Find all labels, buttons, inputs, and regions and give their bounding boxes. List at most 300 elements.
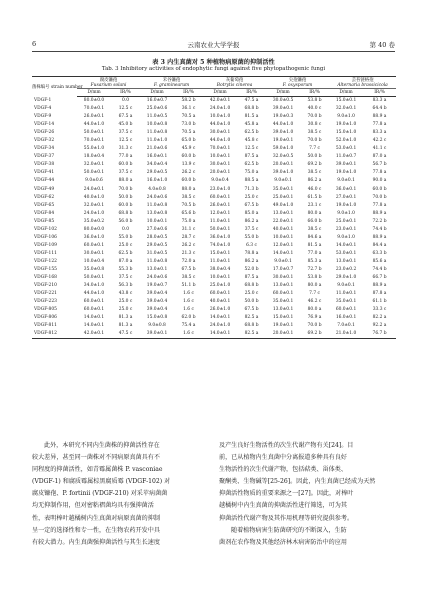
inhibition-rate-cell: 70.0 b (307, 138, 322, 144)
diameter-cell: 9.0±1.0 (337, 210, 355, 216)
diameter-cell: 12.0±0.1 (272, 242, 294, 248)
inhibition-rate-cell: 87.5 a (244, 154, 259, 160)
diameter-cell: 11.0±0.1 (335, 291, 357, 297)
inhibition-rate-cell: 77.8 a (372, 202, 387, 208)
diameter-cell: 19.0±0.7 (146, 283, 168, 289)
diameter-cell: 36.0±1.0 (83, 234, 105, 240)
inhibition-rate-cell: 67.5 a (118, 114, 133, 120)
table-row (32, 161, 396, 169)
page-number: 6 (32, 40, 37, 48)
diameter-cell: 23.0±0.1 (335, 226, 357, 232)
body-line: 抑菌活性代谢产物及其作用机理等研究提供参考。 (219, 514, 354, 522)
inhibition-rate-cell: 86.2 a (307, 178, 322, 184)
body-line: 呈一定的选择性和专一性，在生物农药开发中具 (32, 526, 160, 534)
table-row (32, 298, 396, 306)
inhibition-rate-cell: 28.7 c (181, 234, 196, 240)
inhibition-rate-cell: 68.8 b (118, 210, 133, 216)
inhibition-rate-cell: 81.3 a (118, 323, 133, 329)
inhibition-rate-cell: 85.3 a (307, 258, 322, 264)
inhibition-rate-cell: 56.3 b (118, 283, 133, 289)
table-row (32, 105, 396, 113)
inhibition-rate-cell: 50.0 b (244, 299, 259, 305)
diameter-cell: 11.0±0.7 (335, 154, 357, 160)
inhibition-rate-cell: 13.9 c (181, 162, 196, 168)
inhibition-rate-cell: 88.0 a (118, 178, 133, 184)
strain-id: VDGF-37 (34, 154, 55, 160)
inhibition-rate-cell: 67.5 b (181, 267, 196, 272)
inhibition-rate-cell: 31.3 c (118, 146, 133, 152)
body-line: 同程度的抑菌活性，如青霉属菌株 P. vasconiae (32, 466, 163, 474)
inhibition-rate-cell: 87.0 a (118, 258, 133, 264)
body-line: 随着植物病害生防菌研究的不断深入，生防 (231, 526, 347, 534)
body-column-right (219, 440, 395, 549)
body-line: 性，表明棒叶越橘树内生真菌对病原真菌的抑制 (32, 514, 160, 522)
inhibition-rate-cell: 45.8 a (244, 122, 259, 128)
body-line: 此外，本研究不同内生菌株的抑菌活性存在 (44, 442, 160, 449)
inhibition-rate-cell: 47.5 c (111, 330, 140, 339)
inhibition-rate-cell: 70.0 b (307, 323, 322, 329)
inhibition-rate-cell: 65.0 b (181, 138, 196, 144)
inhibition-rate-cell: 58.2 b (181, 98, 196, 104)
strain-id: VDGF-34 (34, 146, 55, 152)
fungus-header (77, 77, 140, 89)
inhibition-rate-cell: 38.5 c (307, 226, 322, 232)
inhibition-rate-cell: 81.5 a (307, 242, 322, 248)
diameter-cell: 14.0±0.1 (272, 250, 294, 256)
inhibition-rate-cell: 76.7 b (363, 330, 396, 339)
inhibition-rate-cell: 73.0 b (181, 122, 196, 128)
table-row (32, 250, 396, 258)
inhibition-rate-cell: 85.6 a (372, 258, 387, 264)
inhibition-rate-cell: 84.4 a (372, 242, 387, 248)
diameter-cell: 9.0±0.1 (274, 178, 292, 184)
diameter-cell: 13.0±0.1 (272, 307, 294, 313)
inhibition-rate-cell: 55.0 b (118, 234, 133, 240)
inhibition-rate-cell: 61.5 b (307, 194, 322, 200)
diameter-cell: 32.0±0.1 (83, 162, 105, 168)
sub-header-ir: IR/% (300, 89, 329, 97)
diameter-cell: 60.0±0.1 (272, 291, 294, 297)
diameter-cell: 15.0±0.1 (335, 98, 357, 104)
inhibition-rate-cell: 61.1 b (372, 299, 387, 305)
inhibition-rate-cell: 21.3 c (181, 250, 196, 256)
strain-id: VDGF-109 (34, 242, 57, 248)
inhibition-table (32, 76, 396, 339)
body-line: (VDGF-1) 和腐质霉属棕黑腐质霉 (VDGF-102) 对 (32, 478, 171, 486)
strain-id: VDGF-221 (34, 291, 57, 297)
diameter-cell: 13.0±0.1 (272, 283, 294, 289)
table-row (32, 202, 396, 210)
inhibition-rate-cell: 90.0 a (372, 178, 387, 184)
diameter-cell: 42.0±0.1 (209, 98, 231, 104)
body-line: 较大差异，甚至同一菌株对不同病原真菌具有不 (32, 454, 160, 462)
strain-id: VDGF-223 (34, 299, 57, 305)
diameter-cell: 39.0±1.0 (272, 130, 294, 136)
diameter-cell: 50.0±0.1 (209, 226, 231, 232)
sub-header-d: D/mm (329, 89, 363, 97)
inhibition-rate-cell: 25.0 c (244, 291, 259, 297)
table-row (32, 97, 396, 106)
inhibition-rate-cell: 80.0 a (307, 307, 322, 313)
inhibition-rate-cell: 88.0 a (181, 186, 196, 192)
diameter-cell: 15.0±0.1 (209, 250, 231, 256)
inhibition-rate-cell: 25.0 c (118, 242, 133, 248)
diameter-cell: 30.0±0.1 (209, 130, 231, 136)
diameter-cell: 35.0±0.2 (83, 218, 105, 224)
table-caption-cn: 表 3 内生真菌对 5 种植物病原菌的抑制活性 (152, 59, 275, 66)
diameter-cell: 22.0±0.1 (272, 218, 294, 224)
sub-header-ir: IR/% (237, 89, 266, 97)
diameter-cell: 25.0±0.6 (146, 106, 168, 112)
strain-id: VDGF-1 (34, 97, 52, 103)
inhibition-rate-cell: 72.2 b (372, 218, 387, 224)
running-header (32, 40, 395, 50)
inhibition-rate-cell: 86.2 a (244, 218, 259, 224)
diameter-cell: 10.0±1.0 (209, 114, 231, 120)
inhibition-rate-cell: 51.1 b (181, 283, 196, 289)
inhibition-rate-cell: 55.0 b (244, 234, 259, 240)
diameter-cell: 35.0±0.1 (272, 299, 294, 305)
diameter-cell: 29.0±0.5 (146, 170, 168, 176)
body-line: 抑菌活性物质的重要来源之一[27]。因此，对棒叶 (219, 490, 354, 498)
diameter-cell: 74.0±1.0 (209, 242, 231, 248)
table-row (32, 242, 396, 250)
diameter-cell: 44.0±1.0 (209, 122, 231, 128)
inhibition-rate-cell: 38.5 c (307, 130, 322, 136)
inhibition-rate-cell: 46.2 c (307, 299, 322, 305)
inhibition-rate-cell: 77.0 a (307, 250, 322, 256)
diameter-cell: 55.0±1.0 (83, 146, 105, 152)
diameter-cell: 32.0±0.5 (272, 154, 294, 160)
diameter-cell: 10.0±0.1 (272, 234, 294, 240)
inhibition-rate-cell: 75.4 a (181, 323, 196, 329)
body-line: 越橘树中内生真菌的抑菌活性进行筛选，可为其 (219, 502, 347, 510)
inhibition-rate-cell: 12.5 c (118, 106, 133, 112)
diameter-cell: 26.0±0.1 (209, 202, 231, 208)
inhibition-rate-cell: 70.0 b (118, 186, 133, 192)
strain-id: VDGF-168 (34, 275, 57, 281)
body-line: 菌剂在农作物及其他经济林木病害防治中的应用 (219, 538, 347, 546)
strain-id: VDGF-14 (34, 122, 55, 128)
diameter-cell: 80.0±0.0 (83, 98, 105, 104)
inhibition-rate-cell: 72.7 b (307, 267, 322, 272)
diameter-cell: 50.0±0.1 (83, 130, 105, 136)
diameter-cell: 39.0±0.4 (146, 307, 168, 313)
diameter-cell: 9.0±0.8 (148, 323, 166, 329)
diameter-cell: 24.0±1.0 (83, 210, 105, 216)
fungus-header (266, 77, 329, 89)
diameter-cell: 13.0±0.1 (146, 267, 168, 272)
diameter-cell: 44.0±1.0 (209, 138, 231, 144)
inhibition-rate-cell: 37.5 c (244, 226, 259, 232)
inhibition-rate-cell: 37.5 c (118, 170, 133, 176)
diameter-cell: 39.0±0.1 (140, 330, 174, 339)
inhibition-rate-cell: 60.0 b (118, 162, 133, 168)
inhibition-rate-cell: 37.5 c (118, 130, 133, 136)
body-line: 均无抑制作用，但对密粘褶菌均具有强抑菌活 (32, 502, 154, 510)
body-line: 前，已从植物内生真菌中分离报道多种具有良好 (219, 454, 347, 462)
diameter-cell: 70.0±0.1 (209, 146, 231, 152)
inhibition-rate-cell: 88.9 a (372, 210, 387, 216)
diameter-cell: 44.0±1.0 (83, 291, 105, 297)
inhibition-rate-cell: 80.0 a (307, 210, 322, 216)
inhibition-rate-cell: 87.8 a (372, 291, 387, 297)
diameter-cell: 14.0±0.1 (335, 242, 357, 248)
inhibition-rate-cell: 88.9 a (372, 234, 387, 240)
inhibition-rate-cell: 70.5 a (181, 130, 196, 136)
fungus-cn: 腐皮镰孢 (99, 78, 118, 83)
inhibition-rate-cell: 40.0 c (307, 106, 322, 112)
table-row (32, 266, 396, 274)
inhibition-rate-cell: 75.0 a (181, 218, 196, 224)
diameter-cell: 21.0±1.0 (329, 330, 363, 339)
inhibition-rate-cell: 87.5 a (244, 275, 259, 281)
inhibition-rate-cell: 56.0 b (118, 218, 133, 224)
diameter-cell: 9.0±1.0 (337, 114, 355, 120)
diameter-cell: 39.0±0.4 (146, 299, 168, 305)
diameter-cell: 52.0±1.0 (335, 138, 357, 144)
diameter-cell: 19.0±1.0 (335, 202, 357, 208)
sub-header-ir: IR/% (111, 89, 140, 97)
diameter-cell: 36.0±1.0 (209, 234, 231, 240)
inhibition-rate-cell: 45.8 c (244, 138, 259, 144)
table-row (32, 234, 396, 242)
volume-label: 第 40 卷 (369, 41, 395, 49)
diameter-cell: 14.0±0.1 (209, 315, 231, 321)
fungus-sci: F. oxysporum (282, 83, 313, 88)
inhibition-rate-cell: 64.4 b (372, 106, 387, 112)
inhibition-rate-cell: 83.3 a (372, 130, 387, 136)
diameter-cell: 50.0±0.1 (83, 275, 105, 281)
strain-header: 菌株编号 strain number (32, 77, 77, 97)
diameter-cell: 13.0±0.1 (272, 210, 294, 216)
inhibition-rate-cell: 60.0 b (118, 202, 133, 208)
inhibition-rate-cell: 38.5 c (307, 170, 322, 176)
strain-id: VDGF-41 (34, 170, 55, 176)
header-rule (32, 51, 395, 52)
diameter-cell: 60.0±0.1 (83, 307, 105, 313)
diameter-cell: 15.0±0.1 (272, 315, 294, 321)
table-row (32, 129, 396, 137)
fungus-header (329, 77, 396, 89)
table-row (32, 330, 396, 339)
diameter-cell: 11.0±0.5 (146, 114, 168, 120)
diameter-cell: 19.0±1.0 (335, 170, 357, 176)
strain-id: VDGF-44 (34, 178, 55, 184)
table-row (32, 218, 396, 226)
diameter-cell: 19.0±0.1 (272, 323, 294, 329)
table-row (32, 121, 396, 129)
diameter-cell: 11.0±0.8 (146, 202, 168, 208)
diameter-cell: 30.0±0.5 (272, 98, 294, 104)
strain-id: VDGF-102 (34, 226, 57, 232)
fungus-cn: 芸苔链格孢 (351, 78, 374, 83)
inhibition-rate-cell: 82.2 a (372, 315, 387, 321)
diameter-cell: 40.0±1.0 (83, 194, 105, 200)
inhibition-rate-cell: 60.0 b (181, 178, 196, 184)
inhibition-rate-cell: 81.3 a (118, 315, 133, 321)
diameter-cell: 21.0±0.6 (146, 146, 168, 152)
diameter-cell: 19.0±0.1 (272, 138, 294, 144)
diameter-cell: 14.0±0.1 (83, 315, 105, 321)
diameter-cell: 39.0±0.1 (335, 162, 357, 168)
diameter-cell: 25.0±0.1 (272, 194, 294, 200)
inhibition-rate-cell: 69.2 b (300, 330, 329, 339)
strain-id: VDGF-9 (34, 114, 52, 120)
diameter-cell: 42.0±0.1 (77, 330, 111, 339)
inhibition-rate-cell: 42.2 c (372, 138, 387, 144)
diameter-cell: 30.0±0.1 (272, 275, 294, 281)
diameter-cell: 18.0±0.4 (83, 154, 105, 160)
inhibition-rate-cell: 84.6 a (307, 234, 322, 240)
diameter-cell: 29.0±0.5 (146, 242, 168, 248)
inhibition-rate-cell: 63.3 b (372, 250, 387, 256)
fungus-cn: 灰葡萄孢 (225, 78, 244, 83)
strain-id: VDGF-210 (34, 283, 57, 289)
inhibition-rate-cell: 62.0 b (181, 315, 196, 321)
diameter-cell: 10.0±0.4 (83, 258, 105, 264)
table-row (32, 282, 396, 290)
strain-id: VDGF-49 (34, 186, 55, 192)
inhibition-rate-cell: 50.0 b (118, 194, 133, 200)
diameter-cell: 15.0±1.0 (335, 130, 357, 136)
diameter-cell: 49.0±1.0 (272, 202, 294, 208)
inhibition-rate-cell: 66.7 b (372, 275, 387, 281)
inhibition-rate-cell: 68.8 b (244, 283, 259, 289)
diameter-cell: 35.0±0.1 (335, 299, 357, 305)
strain-id: VDGF-4 (34, 106, 52, 112)
table-row (32, 113, 396, 121)
sub-header-ir: IR/% (363, 89, 396, 97)
diameter-cell: 19.0±0.3 (272, 114, 294, 120)
inhibition-rate-cell: 77.8 a (372, 170, 387, 176)
inhibition-rate-cell: 23.1 c (307, 202, 322, 208)
strain-id: VDGF-85 (34, 218, 55, 224)
diameter-cell: 10.0±0.1 (209, 275, 231, 281)
diameter-cell: 24.0±0.1 (83, 186, 105, 192)
table-row (32, 306, 396, 314)
inhibition-rate-cell: 26.2 c (181, 242, 196, 248)
inhibition-rate-cell: 33.3 c (372, 307, 387, 313)
diameter-cell: 35.0±0.1 (272, 186, 294, 192)
diameter-cell: 10.0±0.1 (146, 218, 168, 224)
table-row (32, 274, 396, 282)
inhibition-rate-cell: 81.5 a (244, 114, 259, 120)
diameter-cell: 60.0±0.1 (209, 291, 231, 297)
inhibition-rate-cell: 74.4 b (372, 267, 387, 272)
inhibition-rate-cell: 88.5 a (244, 178, 259, 184)
inhibition-rate-cell: 72.0 a (181, 258, 196, 264)
diameter-cell: 14.0±0.1 (83, 323, 105, 329)
inhibition-rate-cell: 30.8 c (307, 122, 322, 128)
inhibition-rate-cell: 25.0 c (118, 299, 133, 305)
inhibition-rate-cell: 67.5 b (244, 202, 259, 208)
table-row (32, 226, 396, 234)
diameter-cell: 26.0±1.0 (209, 307, 231, 313)
strain-id: VDGF-32 (34, 138, 55, 144)
inhibition-rate-cell: 69.2 b (307, 162, 322, 168)
diameter-cell: 70.0±0.1 (83, 138, 105, 144)
inhibition-rate-cell: 1.6 c (183, 291, 194, 297)
diameter-cell: 11.0±0.1 (209, 218, 231, 224)
diameter-cell: 44.0±1.0 (272, 122, 294, 128)
inhibition-rate-cell: 55.3 b (118, 267, 133, 272)
strain-id: VDGF-106 (34, 234, 57, 240)
diameter-cell: 25.0±0.1 (335, 218, 357, 224)
inhibition-rate-cell: 60.0 b (372, 186, 387, 192)
table-body (32, 97, 396, 339)
inhibition-rate-cell: 80.0 a (307, 283, 322, 289)
table-row (32, 186, 396, 194)
strain-id: VDGF-38 (34, 162, 55, 168)
inhibition-rate-cell: 37.5 c (118, 275, 133, 281)
inhibition-rate-cell: 87.0 a (372, 154, 387, 160)
inhibition-rate-cell: 56.7 b (372, 162, 387, 168)
inhibition-rate-cell: 71.3 b (244, 186, 259, 192)
diameter-cell: 60.0±0.1 (83, 299, 105, 305)
diameter-cell: 80.0±0.0 (83, 226, 105, 232)
diameter-cell: 19.0±1.0 (335, 122, 357, 128)
inhibition-rate-cell: 70.5 b (181, 202, 196, 208)
inhibition-rate-cell: 25.0 c (118, 307, 133, 313)
diameter-cell: 24.0±1.0 (209, 106, 231, 112)
inhibition-rate-cell: 66.0 b (307, 218, 322, 224)
table-row (32, 169, 396, 177)
body-line: 生物活性的次生代谢产物，包括萜类、甾体类、 (219, 466, 347, 474)
table-row (32, 258, 396, 266)
sub-header-ir: IR/% (174, 89, 203, 97)
table-row (32, 290, 396, 298)
diameter-cell: 31.0±0.5 (146, 250, 168, 256)
diameter-cell: 13.0±0.1 (335, 258, 357, 264)
diameter-cell: 20.0±0.1 (209, 170, 231, 176)
inhibition-rate-cell: 6.3 c (246, 242, 257, 248)
inhibition-rate-cell: 12.5 c (118, 138, 133, 144)
fungus-sci: Alternaria brassicicola (337, 83, 388, 88)
inhibition-rate-cell: 74.4 b (372, 226, 387, 232)
fungus-sci: Fusarium solani (90, 83, 127, 88)
diameter-cell: 9.0±0.1 (274, 258, 292, 264)
inhibition-rate-cell: 77.8 a (372, 122, 387, 128)
diameter-cell: 16.0±0.1 (146, 154, 168, 160)
inhibition-rate-cell: 31.1 c (181, 226, 196, 232)
inhibition-rate-cell: 1.6 c (174, 330, 203, 339)
inhibition-rate-cell: 78.8 a (244, 250, 259, 256)
inhibition-rate-cell: 62.5 b (244, 130, 259, 136)
diameter-cell: 39.0±0.1 (272, 106, 294, 112)
inhibition-rate-cell: 0.0 (122, 98, 129, 104)
table-row (32, 145, 396, 153)
inhibition-rate-cell: 92.2 a (372, 323, 387, 329)
diameter-cell: 15.0±0.8 (146, 315, 168, 321)
inhibition-rate-cell: 88.9 a (372, 114, 387, 120)
diameter-cell: 26.0±0.1 (83, 114, 105, 120)
diameter-cell: 4.0±0.8 (148, 186, 166, 192)
inhibition-rate-cell: 1.6 c (183, 299, 194, 305)
fungus-header (140, 77, 203, 89)
diameter-cell: 34.0±0.4 (146, 162, 168, 168)
diameter-cell: 36.0±0.1 (335, 186, 357, 192)
inhibition-rate-cell: 50.0 b (307, 154, 322, 160)
inhibition-rate-cell: 67.5 b (244, 307, 259, 313)
inhibition-rate-cell: 38.5 c (181, 275, 196, 281)
body-line: 腐皮镰孢、P. fortinii (VDGF-210) 对采苹病菌菌 (32, 490, 168, 498)
inhibition-rate-cell: 85.0 a (244, 210, 259, 216)
diameter-cell: 40.0±0.1 (272, 226, 294, 232)
inhibition-rate-cell: 70.5 a (181, 114, 196, 120)
inhibition-rate-cell: 75.0 a (244, 170, 259, 176)
diameter-cell: 70.0±0.1 (83, 106, 105, 112)
